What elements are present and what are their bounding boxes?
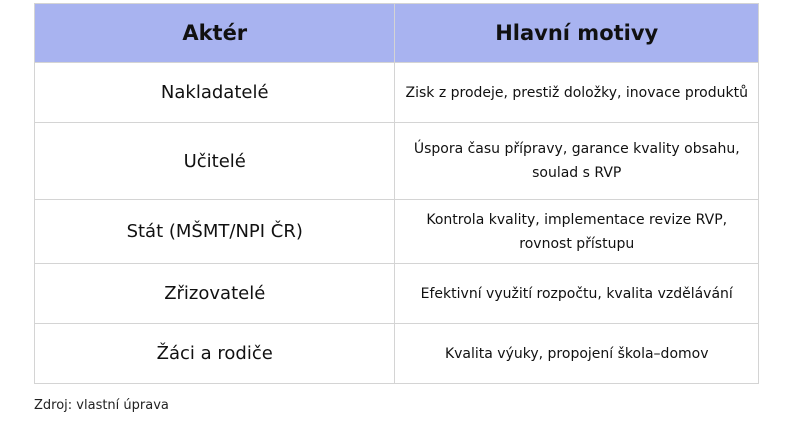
- source-note: Zdroj: vlastní úprava: [34, 398, 169, 413]
- motives-cell: Úspora času přípravy, garance kvality obsahu, soulad s RVP: [395, 123, 759, 200]
- motives-cell: Kvalita výuky, propojení škola–domov: [395, 324, 759, 384]
- actor-cell: Stát (MŠMT/NPI ČR): [35, 200, 395, 264]
- motives-cell: Zisk z prodeje, prestiž doložky, inovace produktů: [395, 63, 759, 123]
- table-row: [35, 123, 759, 200]
- motives-cell: Efektivní využití rozpočtu, kvalita vzdělávání: [395, 264, 759, 324]
- actor-cell: Nakladatelé: [35, 63, 395, 123]
- table-header-row: [35, 4, 759, 63]
- actor-cell: Zřizovatelé: [35, 264, 395, 324]
- header-actor: Aktér: [35, 4, 395, 63]
- motives-cell: Kontrola kvality, implementace revize RVP, rovnost přístupu: [395, 200, 759, 264]
- header-motives: Hlavní motivy: [395, 4, 759, 63]
- table-row: [35, 324, 759, 384]
- actors-motives-table: [34, 3, 759, 384]
- table-row: [35, 200, 759, 264]
- actor-cell: Učitelé: [35, 123, 395, 200]
- actor-cell: Žáci a rodiče: [35, 324, 395, 384]
- table-row: [35, 264, 759, 324]
- table-row: [35, 63, 759, 123]
